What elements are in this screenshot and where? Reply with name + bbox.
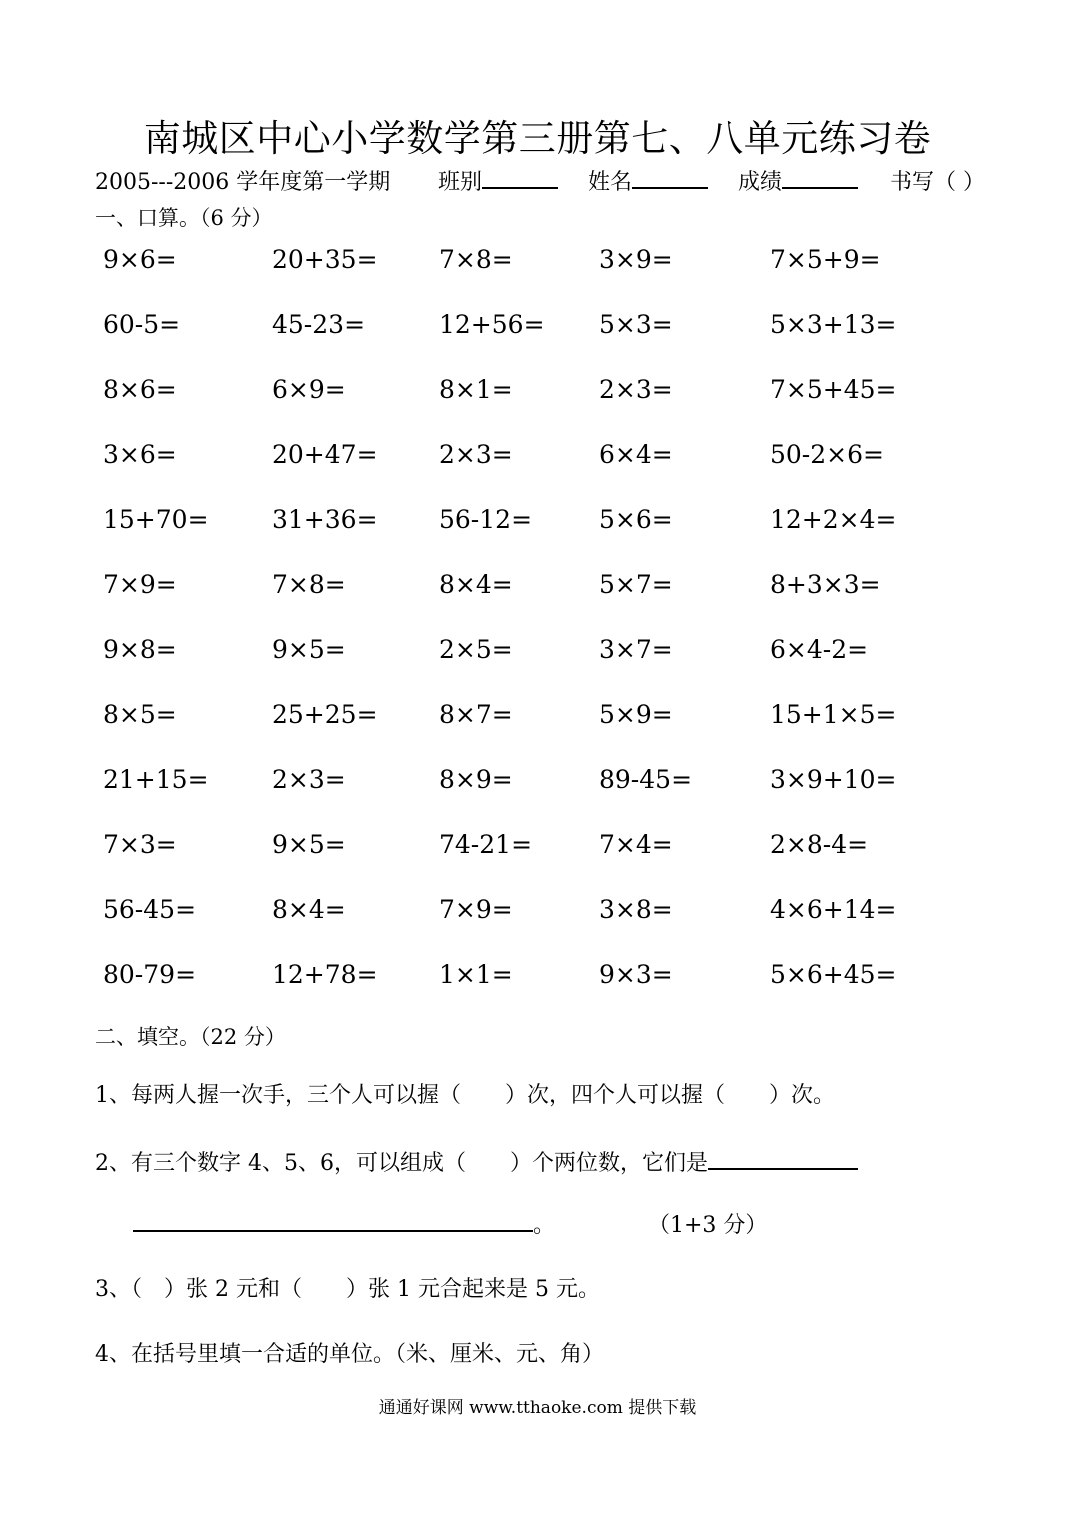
arithmetic-problem: 5×6+45=	[770, 960, 897, 989]
name-field	[588, 165, 632, 196]
question-3: 3、（ ）张 2 元和（ ）张 1 元合起来是 5 元。	[95, 1277, 600, 1302]
arithmetic-problem: 2×3=	[599, 375, 673, 404]
arithmetic-problem: 6×4-2=	[770, 635, 869, 664]
footer-source: 通通好课网 www.tthaoke.com 提供下载	[378, 1398, 697, 1418]
arithmetic-problem: 8×1=	[439, 375, 513, 404]
arithmetic-problem: 60-5=	[103, 310, 181, 339]
arithmetic-problem: 9×3=	[599, 960, 673, 989]
arithmetic-problem: 5×9=	[599, 700, 673, 729]
arithmetic-problem: 7×9=	[439, 895, 513, 924]
question-2-end: 。	[533, 1213, 556, 1238]
arithmetic-problem: 21+15=	[103, 765, 209, 794]
term-label: 2005---2006 学年度第一学期	[95, 170, 391, 195]
writing-label: 书写（ ）	[890, 170, 985, 195]
arithmetic-problem: 9×5=	[272, 635, 346, 664]
class-field	[438, 165, 482, 196]
arithmetic-problem: 7×3=	[103, 830, 177, 859]
arithmetic-problem: 1×1=	[439, 960, 513, 989]
arithmetic-problem: 3×9=	[599, 245, 673, 274]
arithmetic-problem: 20+47=	[272, 440, 378, 469]
arithmetic-problem: 4×6+14=	[770, 895, 897, 924]
arithmetic-problem: 2×3=	[272, 765, 346, 794]
arithmetic-problem: 7×5+9=	[770, 245, 881, 274]
arithmetic-problem: 8×4=	[439, 570, 513, 599]
arithmetic-problem: 8+3×3=	[770, 570, 881, 599]
arithmetic-problem: 7×8=	[439, 245, 513, 274]
name-blank	[632, 165, 708, 189]
section2-heading: 二、填空。（22 分）	[95, 1025, 286, 1049]
score-label: 成绩	[738, 170, 783, 195]
arithmetic-problem: 3×9+10=	[770, 765, 897, 794]
arithmetic-problem: 9×5=	[272, 830, 346, 859]
section1-heading: 一、口算。（6 分）	[95, 206, 273, 230]
arithmetic-problem: 50-2×6=	[770, 440, 884, 469]
arithmetic-problem: 7×8=	[272, 570, 346, 599]
arithmetic-problem: 2×5=	[439, 635, 513, 664]
arithmetic-problem: 8×7=	[439, 700, 513, 729]
arithmetic-problem: 56-12=	[439, 505, 533, 534]
question-2-score: （1+3 分）	[648, 1213, 768, 1238]
question-4: 4、在括号里填一合适的单位。（米、厘米、元、角）	[95, 1342, 604, 1367]
arithmetic-problem: 45-23=	[272, 310, 366, 339]
arithmetic-problem: 2×3=	[439, 440, 513, 469]
arithmetic-problem: 8×9=	[439, 765, 513, 794]
arithmetic-problem: 7×5+45=	[770, 375, 897, 404]
question-2	[95, 1146, 858, 1177]
question-2-answer-line-2	[133, 1210, 533, 1232]
arithmetic-problem: 8×4=	[272, 895, 346, 924]
arithmetic-problem: 6×9=	[272, 375, 346, 404]
arithmetic-problem: 15+1×5=	[770, 700, 897, 729]
arithmetic-problem: 3×6=	[103, 440, 177, 469]
arithmetic-problem: 9×6=	[103, 245, 177, 274]
arithmetic-problem: 25+25=	[272, 700, 378, 729]
arithmetic-problem: 9×8=	[103, 635, 177, 664]
class-label: 班别	[438, 170, 483, 195]
arithmetic-problem: 5×7=	[599, 570, 673, 599]
student-info-header	[95, 165, 995, 201]
arithmetic-problem: 7×9=	[103, 570, 177, 599]
arithmetic-problem: 5×6=	[599, 505, 673, 534]
arithmetic-problem: 31+36=	[272, 505, 378, 534]
score-blank	[782, 165, 858, 189]
arithmetic-problem: 2×8-4=	[770, 830, 869, 859]
question-2-answer-line	[708, 1148, 858, 1170]
arithmetic-problem: 6×4=	[599, 440, 673, 469]
arithmetic-problem: 80-79=	[103, 960, 197, 989]
arithmetic-problem: 12+56=	[439, 310, 545, 339]
arithmetic-problem: 5×3+13=	[770, 310, 897, 339]
arithmetic-problem: 3×8=	[599, 895, 673, 924]
arithmetic-problem: 12+78=	[272, 960, 378, 989]
question-1: 1、每两人握一次手，三个人可以握（ ）次，四个人可以握（ ）次。	[95, 1083, 835, 1108]
class-blank	[482, 165, 558, 189]
arithmetic-problem: 15+70=	[103, 505, 209, 534]
question-2-text: 2、有三个数字 4、5、6，可以组成（ ）个两位数，它们是	[95, 1151, 708, 1176]
arithmetic-problem: 56-45=	[103, 895, 197, 924]
arithmetic-problem: 12+2×4=	[770, 505, 897, 534]
page-title: 南城区中心小学数学第三册第七、八单元练习卷	[143, 117, 932, 160]
arithmetic-problem: 89-45=	[599, 765, 693, 794]
arithmetic-problem: 7×4=	[599, 830, 673, 859]
arithmetic-problem: 8×6=	[103, 375, 177, 404]
arithmetic-problem: 3×7=	[599, 635, 673, 664]
score-field	[738, 165, 782, 196]
arithmetic-problem: 5×3=	[599, 310, 673, 339]
arithmetic-problem: 74-21=	[439, 830, 533, 859]
arithmetic-problem: 20+35=	[272, 245, 378, 274]
question-2-continued	[133, 1208, 555, 1239]
name-label: 姓名	[588, 170, 633, 195]
arithmetic-problem: 8×5=	[103, 700, 177, 729]
